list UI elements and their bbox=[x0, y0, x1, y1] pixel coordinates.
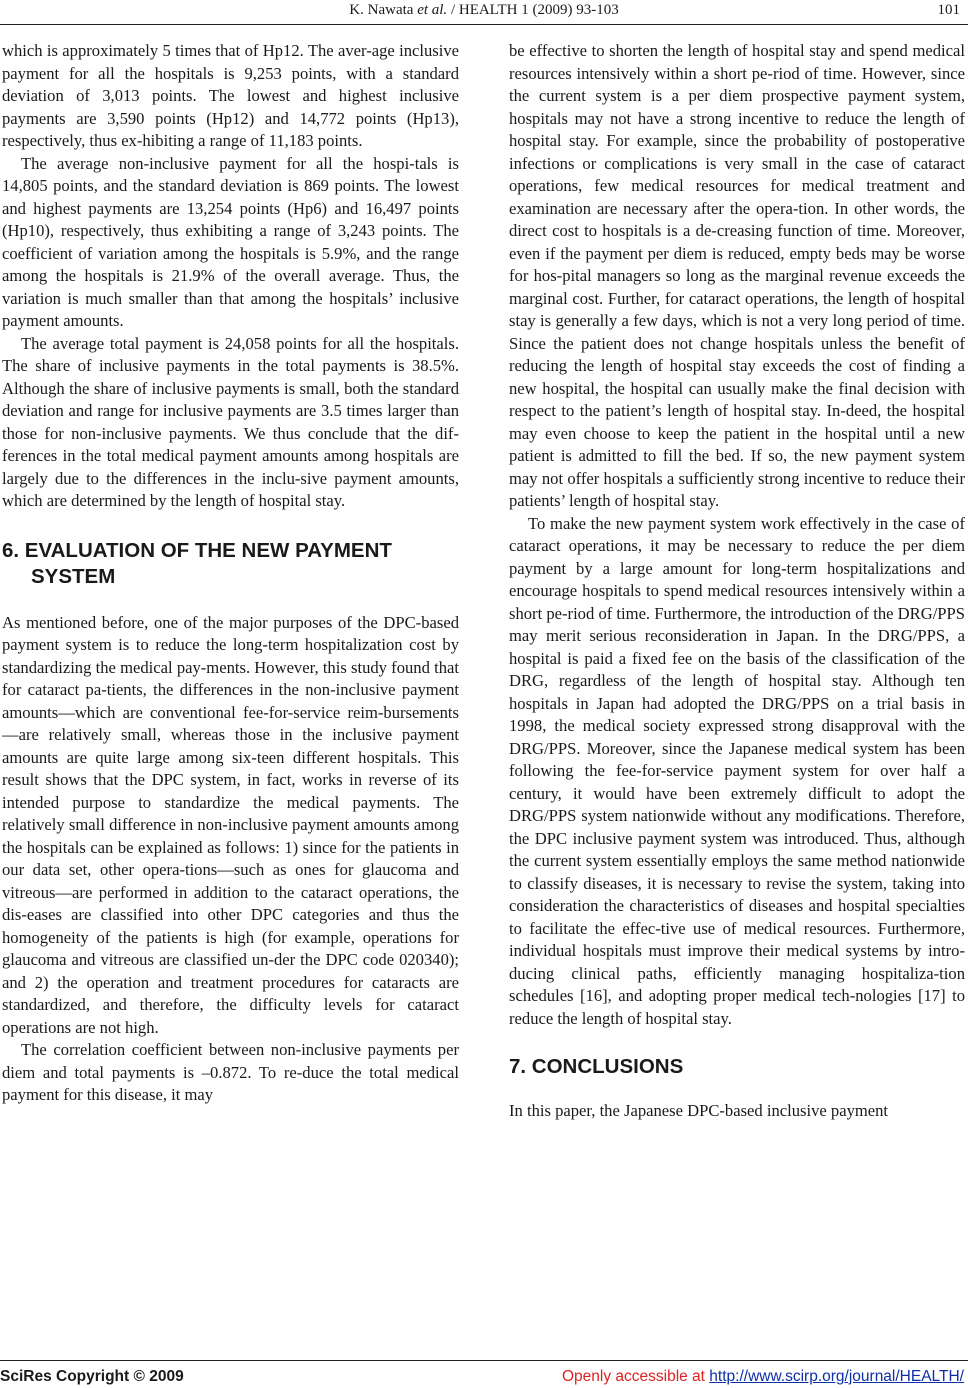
section-heading-evaluation: 6. EVALUATION OF THE NEW PAYMENT SYSTEM bbox=[2, 538, 392, 588]
paragraph: The average non-inclusive payment for all the hospi-tals is 14,805 points, and the standard deviation is 869 points. The lowest and highest payments are 13,254 points (Hp6) and 16,497 points (Hp10), respectively, thus exhibiting a range of 3,243 points. The coefficient of variation among the hospitals is 5.9%, and the range among the hospitals is 21.9% of the overall average. Thus, the variation is much smaller than that among the hospitals’ inclusive payment amounts. bbox=[2, 153, 459, 330]
page-number: 101 bbox=[937, 2, 960, 18]
paragraph: be effective to shorten the length of hospital stay and spend medical resources intensively within a short pe-riod of time. However, since the current system is a per diem prospective payment system, hospitals may not have a strong incentive to reduce the length of hospital stay. For example, since the probability of postoperative infections or complications is very small in the case of cataract operations, few medical resources for medical treatment and examination are necessary after the opera-tion. In other words, the direct cost to hospitals is a de-creasing function of time. Moreover, even if the payment per diem is reduced, empty beds may be worse for hos-pital managers so long as the marginal revenue exceeds the marginal cost. Further, for cataract operations, the length of hospital stay is generally a few days, which is not a very long period of time. Since the patient does not change hospitals unless the benefit of reducing the length of hospital stay exceeds the cost of finding a new hospital, the hospital can usually make the final decision with respect to the patient’s length of hospital stay. In-deed, the hospital may even choose to keep the patient in the hospital until a new patient is admitted to fill the bed. If so, the new payment system may not offer hospitals a sufficiently strong incentive to reduce their patients’ length of hospital stay. bbox=[509, 41, 965, 510]
page-header bbox=[0, 0, 968, 26]
open-access-notice: Openly accessible at http://www.scirp.org/journal/HEALTH/ bbox=[561, 1368, 964, 1385]
footer-divider bbox=[0, 1360, 968, 1361]
page-footer bbox=[0, 1360, 968, 1388]
running-title: K. Nawata et al. / HEALTH 1 (2009) 93-103 bbox=[349, 2, 619, 18]
copyright-notice: SciRes Copyright © 2009 bbox=[0, 1368, 184, 1385]
paragraph: As mentioned before, one of the major purposes of the DPC-based payment system is to reduce the long-term hospitalization cost by standardizing the medical pay-ments. However, this study found that for cataract pa-tients, the differences in the non-inclusive payment amounts—which are conventional fee-for-service reim-bursements—are relatively small, whereas those in the inclusive payment amounts are quite large among six-teen different hospitals. This result shows that the DPC system, in fact, works in reverse of its intended purpose to standardize the medical payments. The relatively small difference in non-inclusive payment amounts among the hospitals can be explained as follows: 1) since for the patients in our data set, other opera-tions—such as ones for glaucoma and vitreous—are performed in addition to the cataract operations, the dis-eases are classified into other DPC categories and thus the homogeneity of the patients is high (for example, operations for glaucoma and vitreous are classified un-der the DPC code 020340); and 2) the operation and treatment procedures for cataracts are standardized, and therefore, the difficulty levels for cataract operations are not high. bbox=[2, 612, 459, 1037]
header-divider bbox=[0, 24, 968, 25]
paragraph: The correlation coefficient between non-inclusive payments per diem and total payments is –0.872. To re-duce the total medical payment for this disease, it may bbox=[2, 1040, 459, 1104]
paragraph: In this paper, the Japanese DPC-based inclusive payment bbox=[509, 1101, 889, 1120]
paragraph: which is approximately 5 times that of Hp12. The aver-age inclusive payment for all the hospitals is 9,253 points, with a standard deviation of 3,013 points. The lowest and highest inclusive payments are 3,590 points (Hp12) and 14,772 points (Hp13), respectively, thus ex-hibiting a range of 11,183 points. bbox=[2, 41, 459, 150]
right-column bbox=[509, 40, 965, 1345]
running-title-etal: et al. bbox=[417, 2, 448, 18]
section-heading-conclusions: 7. CONCLUSIONS bbox=[509, 1055, 684, 1078]
left-column bbox=[2, 40, 459, 1345]
journal-link[interactable]: http://www.scirp.org/journal/HEALTH/ bbox=[709, 1368, 964, 1385]
paragraph: The average total payment is 24,058 points for all the hospitals. The share of inclusive payments in the total payments is 38.5%. Although the share of inclusive payments is small, both the standard deviation and range for inclusive payments are 3.5 times larger than those for non-inclusive payments. We thus conclude that the dif-ferences in the total medical payment amounts among hospitals are largely due to the differences in the inclu-sive payment amounts, which are determined by the length of hospital stay. bbox=[2, 333, 459, 510]
paragraph: To make the new payment system work effectively in the case of cataract operations, it may be necessary to reduce the per diem payment by a large amount for long-term hospitalizations and encourage hospitals to spend medical resources intensively within a short pe-riod of time. Furthermore, the introduction of the DRG/PPS may merit serious reconsideration in Japan. In the DRG/PPS, a hospital is paid a fixed fee on the basis of the classification of the DRG, regardless of the length of hospital stay. Although ten hospitals in Japan had adopted the DRG/PPS on a trial basis in 1998, the medical society expressed strong disapproval with the DRG/PPS. Moreover, since the Japanese medical system has been following the fee-for-service payment system for over half a century, it would have been extremely difficult to adopt the DRG/PPS system nationwide without any modifications. Therefore, the DPC inclusive payment system was introduced. Thus, although the current system essentially employs the same method nationwide to classify diseases, it is necessary to revise the system, taking into consideration the characteristics of diseases and hospital specialties to facilitate the effec-tive use of medical resources. Furthermore, individual hospitals must improve their medical systems by intro-ducing clinical paths, efficiently managing hospitaliza-tion schedules [16], and adopting proper medical tech-nologies [17] to reduce the length of hospital stay. bbox=[509, 513, 965, 1028]
